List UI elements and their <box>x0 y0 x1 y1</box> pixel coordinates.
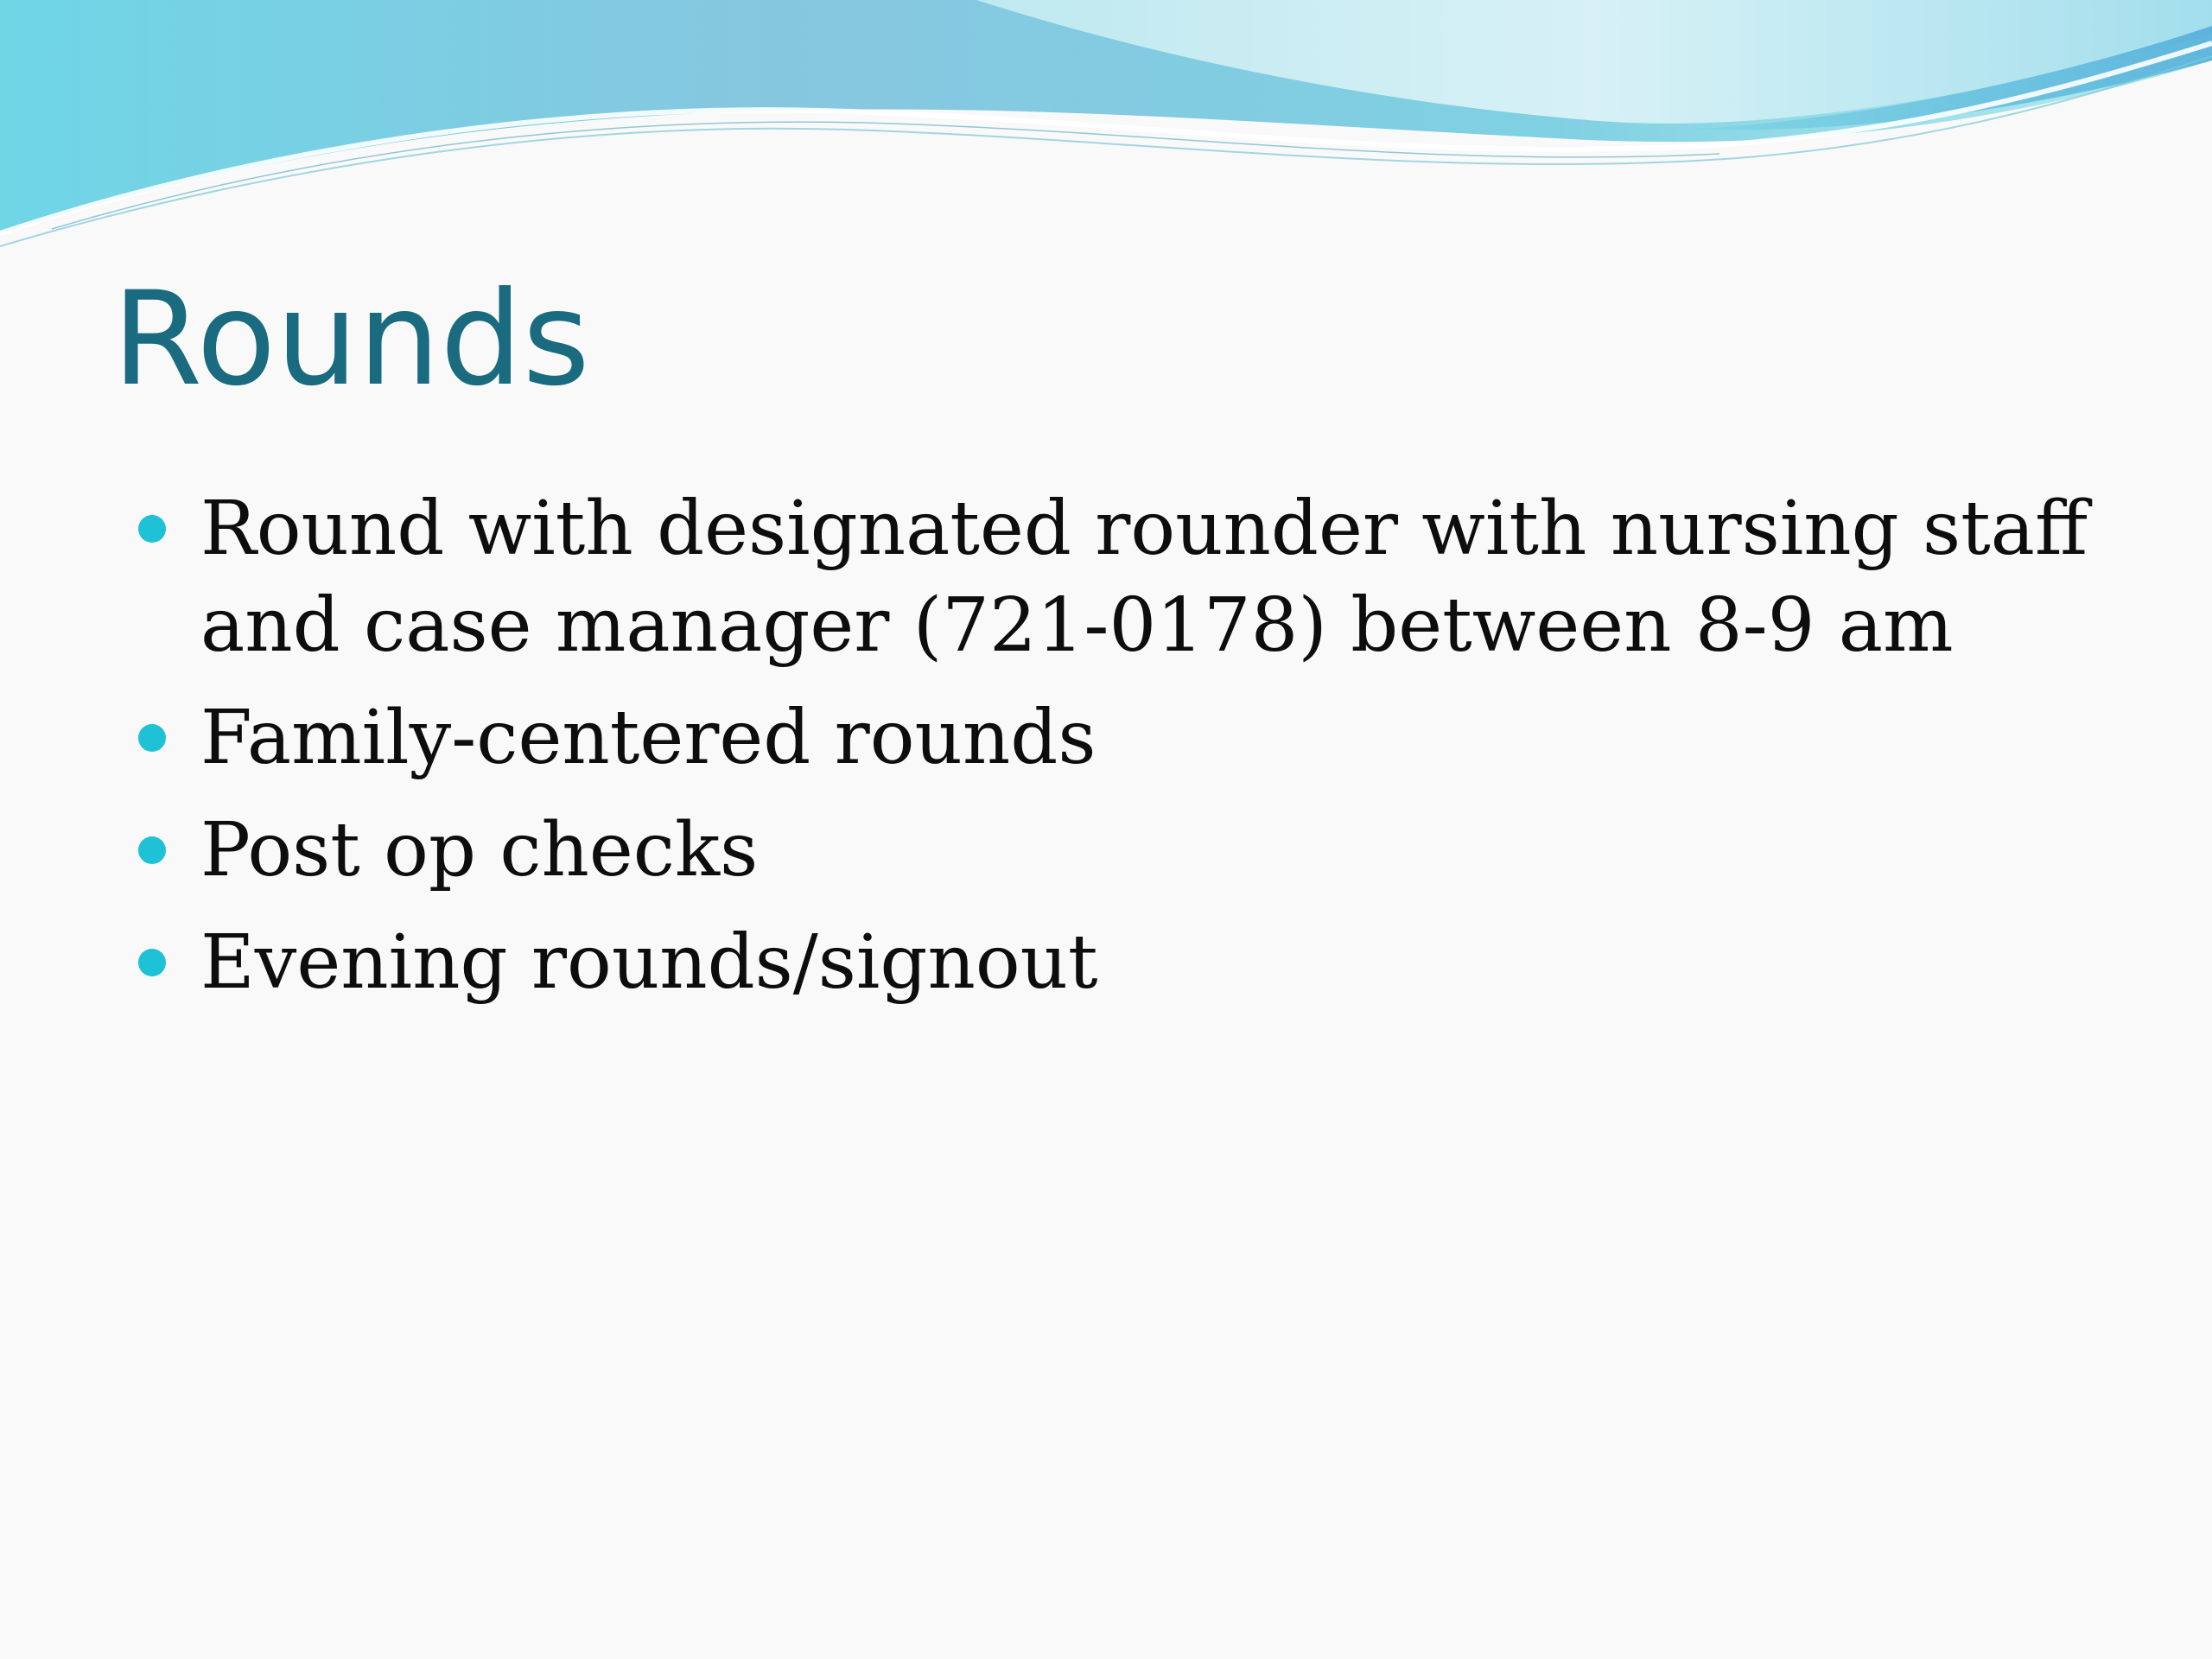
list-item <box>138 914 2091 1011</box>
bullet-text: Round with designated rounder with nursing staff and case manager (721-0178) between 8-9 am <box>200 486 2088 669</box>
bullet-dot-icon <box>138 515 166 543</box>
list-item <box>138 802 2091 899</box>
list-item <box>138 690 2091 786</box>
slide-title: Rounds <box>112 264 590 415</box>
bullet-text: Post op checks <box>200 807 759 893</box>
bullet-text: Evening rounds/signout <box>200 919 1098 1006</box>
list-item <box>138 480 2091 674</box>
bullet-text: Family-centered rounds <box>200 695 1096 781</box>
bullet-list <box>138 480 2091 1027</box>
bullet-dot-icon <box>138 949 166 976</box>
bullet-dot-icon <box>138 724 166 752</box>
bullet-dot-icon <box>138 836 166 864</box>
header-wave-decoration <box>0 0 2212 276</box>
